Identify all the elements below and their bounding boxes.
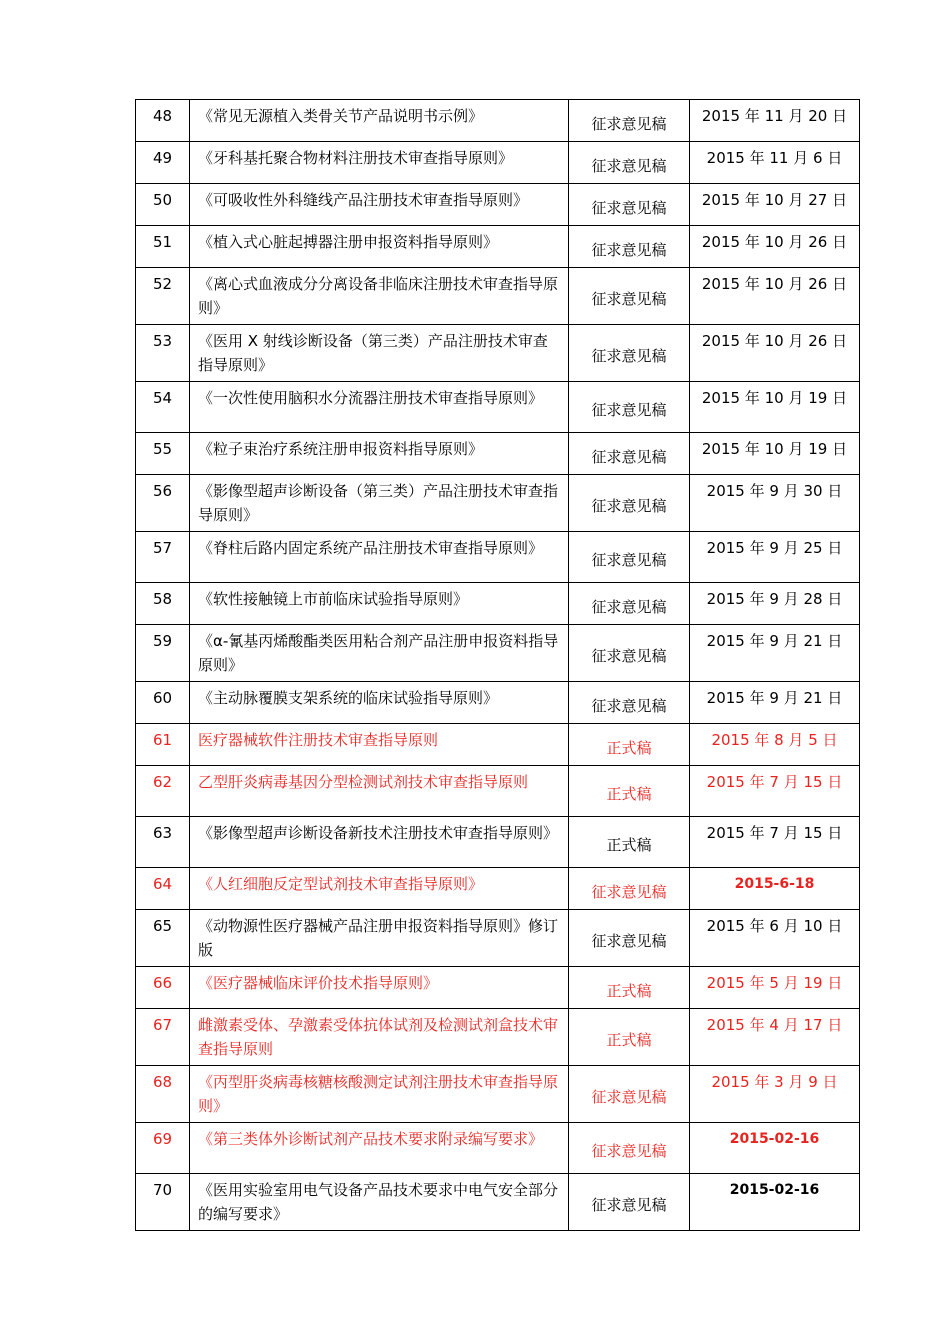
table-row <box>136 100 860 142</box>
draft-status: 正式稿 <box>569 766 690 817</box>
publish-date: 2015 年 8 月 5 日 <box>690 724 860 766</box>
draft-status: 征求意见稿 <box>569 142 690 184</box>
guideline-title: 医疗器械软件注册技术审查指导原则 <box>190 724 569 766</box>
draft-status: 征求意见稿 <box>569 475 690 532</box>
row-number: 58 <box>136 583 190 625</box>
publish-date: 2015 年 7 月 15 日 <box>690 766 860 817</box>
row-number: 66 <box>136 967 190 1009</box>
guideline-title: 《医用实验室用电气设备产品技术要求中电气安全部分的编写要求》 <box>190 1174 569 1231</box>
row-number: 63 <box>136 817 190 868</box>
guideline-title: 《第三类体外诊断试剂产品技术要求附录编写要求》 <box>190 1123 569 1174</box>
guideline-title: 《影像型超声诊断设备（第三类）产品注册技术审查指导原则》 <box>190 475 569 532</box>
table-row <box>136 1066 860 1123</box>
row-number: 61 <box>136 724 190 766</box>
publish-date: 2015 年 10 月 26 日 <box>690 226 860 268</box>
guideline-title: 《软性接触镜上市前临床试验指导原则》 <box>190 583 569 625</box>
table-row <box>136 682 860 724</box>
draft-status: 征求意见稿 <box>569 682 690 724</box>
table-row <box>136 475 860 532</box>
row-number: 59 <box>136 625 190 682</box>
row-number: 51 <box>136 226 190 268</box>
draft-status: 征求意见稿 <box>569 433 690 475</box>
row-number: 70 <box>136 1174 190 1231</box>
row-number: 69 <box>136 1123 190 1174</box>
guideline-title: 《可吸收性外科缝线产品注册技术审查指导原则》 <box>190 184 569 226</box>
table-row <box>136 433 860 475</box>
row-number: 54 <box>136 382 190 433</box>
row-number: 57 <box>136 532 190 583</box>
row-number: 50 <box>136 184 190 226</box>
publish-date: 2015 年 9 月 28 日 <box>690 583 860 625</box>
row-number: 55 <box>136 433 190 475</box>
guideline-title: 《离心式血液成分分离设备非临床注册技术审查指导原则》 <box>190 268 569 325</box>
table-row <box>136 910 860 967</box>
guideline-title: 《一次性使用脑积水分流器注册技术审查指导原则》 <box>190 382 569 433</box>
publish-date: 2015 年 9 月 25 日 <box>690 532 860 583</box>
draft-status: 征求意见稿 <box>569 382 690 433</box>
row-number: 53 <box>136 325 190 382</box>
table-row <box>136 226 860 268</box>
table-row <box>136 532 860 583</box>
draft-status: 征求意见稿 <box>569 1174 690 1231</box>
guideline-title: 《主动脉覆膜支架系统的临床试验指导原则》 <box>190 682 569 724</box>
row-number: 62 <box>136 766 190 817</box>
draft-status: 征求意见稿 <box>569 1066 690 1123</box>
guideline-title: 《动物源性医疗器械产品注册申报资料指导原则》修订版 <box>190 910 569 967</box>
table-row <box>136 184 860 226</box>
guideline-title: 《医用 X 射线诊断设备（第三类）产品注册技术审查指导原则》 <box>190 325 569 382</box>
guideline-title: 《常见无源植入类骨关节产品说明书示例》 <box>190 100 569 142</box>
row-number: 64 <box>136 868 190 910</box>
draft-status: 正式稿 <box>569 1009 690 1066</box>
publish-date: 2015 年 7 月 15 日 <box>690 817 860 868</box>
draft-status: 征求意见稿 <box>569 868 690 910</box>
table-row <box>136 1009 860 1066</box>
draft-status: 征求意见稿 <box>569 910 690 967</box>
table-row <box>136 583 860 625</box>
publish-date: 2015 年 11 月 20 日 <box>690 100 860 142</box>
draft-status: 征求意见稿 <box>569 325 690 382</box>
guideline-title: 《牙科基托聚合物材料注册技术审查指导原则》 <box>190 142 569 184</box>
draft-status: 征求意见稿 <box>569 268 690 325</box>
draft-status: 征求意见稿 <box>569 226 690 268</box>
publish-date: 2015 年 3 月 9 日 <box>690 1066 860 1123</box>
publish-date: 2015 年 9 月 21 日 <box>690 682 860 724</box>
table-row <box>136 268 860 325</box>
publish-date: 2015 年 10 月 19 日 <box>690 382 860 433</box>
row-number: 52 <box>136 268 190 325</box>
row-number: 67 <box>136 1009 190 1066</box>
table-row <box>136 625 860 682</box>
guideline-title: 《医疗器械临床评价技术指导原则》 <box>190 967 569 1009</box>
table-row <box>136 1174 860 1231</box>
table-row <box>136 817 860 868</box>
guideline-title: 乙型肝炎病毒基因分型检测试剂技术审查指导原则 <box>190 766 569 817</box>
publish-date: 2015 年 10 月 26 日 <box>690 325 860 382</box>
guideline-title: 《影像型超声诊断设备新技术注册技术审查指导原则》 <box>190 817 569 868</box>
draft-status: 征求意见稿 <box>569 184 690 226</box>
publish-date: 2015-02-16 <box>690 1123 860 1174</box>
row-number: 48 <box>136 100 190 142</box>
table-row <box>136 967 860 1009</box>
table-row <box>136 142 860 184</box>
publish-date: 2015 年 4 月 17 日 <box>690 1009 860 1066</box>
publish-date: 2015-02-16 <box>690 1174 860 1231</box>
guideline-title: 《脊柱后路内固定系统产品注册技术审查指导原则》 <box>190 532 569 583</box>
draft-status: 征求意见稿 <box>569 1123 690 1174</box>
row-number: 49 <box>136 142 190 184</box>
draft-status: 正式稿 <box>569 724 690 766</box>
publish-date: 2015 年 6 月 10 日 <box>690 910 860 967</box>
draft-status: 正式稿 <box>569 967 690 1009</box>
guideline-title: 《丙型肝炎病毒核糖核酸测定试剂注册技术审查指导原则》 <box>190 1066 569 1123</box>
draft-status: 征求意见稿 <box>569 532 690 583</box>
guideline-title: 《植入式心脏起搏器注册申报资料指导原则》 <box>190 226 569 268</box>
publish-date: 2015 年 11 月 6 日 <box>690 142 860 184</box>
guideline-title: 雌激素受体、孕激素受体抗体试剂及检测试剂盒技术审查指导原则 <box>190 1009 569 1066</box>
publish-date: 2015 年 9 月 21 日 <box>690 625 860 682</box>
guidelines-table <box>135 99 860 1231</box>
publish-date: 2015 年 10 月 27 日 <box>690 184 860 226</box>
guideline-title: 《粒子束治疗系统注册申报资料指导原则》 <box>190 433 569 475</box>
draft-status: 正式稿 <box>569 817 690 868</box>
publish-date: 2015 年 10 月 26 日 <box>690 268 860 325</box>
table-row <box>136 724 860 766</box>
row-number: 60 <box>136 682 190 724</box>
table-row <box>136 1123 860 1174</box>
draft-status: 征求意见稿 <box>569 625 690 682</box>
table-row <box>136 868 860 910</box>
publish-date: 2015 年 10 月 19 日 <box>690 433 860 475</box>
table-body <box>136 100 860 1231</box>
publish-date: 2015-6-18 <box>690 868 860 910</box>
table-row <box>136 382 860 433</box>
row-number: 68 <box>136 1066 190 1123</box>
publish-date: 2015 年 5 月 19 日 <box>690 967 860 1009</box>
row-number: 56 <box>136 475 190 532</box>
draft-status: 征求意见稿 <box>569 583 690 625</box>
draft-status: 征求意见稿 <box>569 100 690 142</box>
table-row <box>136 325 860 382</box>
guideline-title: 《人红细胞反定型试剂技术审查指导原则》 <box>190 868 569 910</box>
publish-date: 2015 年 9 月 30 日 <box>690 475 860 532</box>
guideline-title: 《α-氰基丙烯酸酯类医用粘合剂产品注册申报资料指导原则》 <box>190 625 569 682</box>
table-row <box>136 766 860 817</box>
row-number: 65 <box>136 910 190 967</box>
